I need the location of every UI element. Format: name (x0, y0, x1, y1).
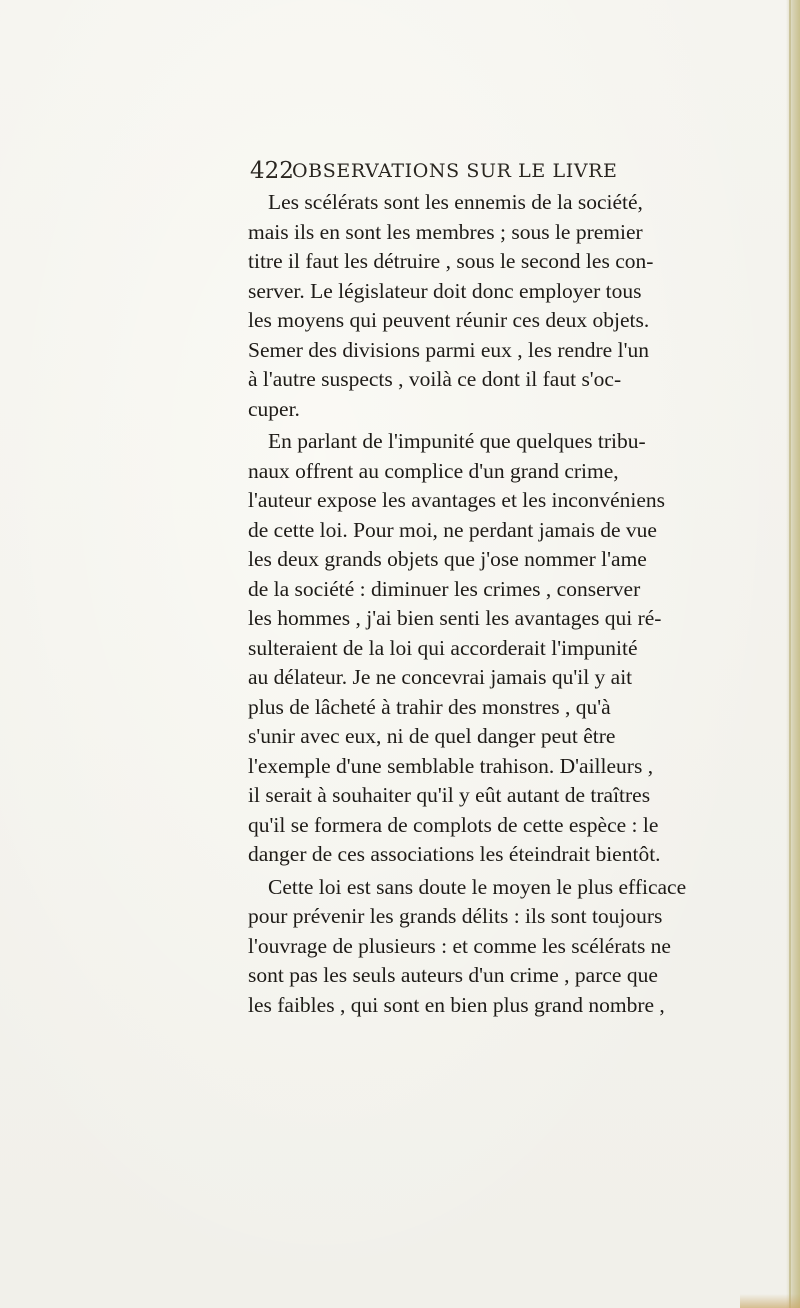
text-line: s'unir avec eux, ni de quel danger peut être (248, 724, 616, 748)
text-line: danger de ces associations les éteindrait bientôt. (248, 842, 661, 866)
text-line: il serait à souhaiter qu'il y eût autant de traîtres (248, 783, 651, 807)
text-line: de la société : diminuer les crimes , conserver (248, 576, 641, 601)
text-line: server. Le législateur doit donc employer tous (248, 278, 642, 303)
text-line: cuper. (248, 396, 300, 421)
text-line: Cette loi est sans doute le moyen le plus efficace (268, 874, 687, 899)
text-line: les hommes , j'ai bien senti les avantages qui ré- (248, 606, 662, 630)
text-line: les moyens qui peuvent réunir ces deux objets. (248, 308, 650, 332)
running-title: OBSERVATIONS SUR LE LIVRE (292, 160, 618, 182)
text-line: naux offrent au complice d'un grand crime, (248, 458, 619, 483)
text-line: à l'autre suspects , voilà ce dont il faut s'oc- (248, 367, 622, 391)
text-line: titre il faut les détruire , sous le second les con- (248, 249, 654, 273)
text-line: Les scélérats sont les ennemis de la société, (268, 190, 643, 214)
page-edge-line (789, 0, 791, 1308)
text-line: les deux grands objets que j'ose nommer l'ame (248, 547, 647, 571)
text-line: sulteraient de la loi qui accorderait l'impunité (248, 635, 638, 660)
body-text (248, 188, 748, 1020)
page-header (250, 158, 720, 188)
text-line: les faibles , qui sont en bien plus grand nombre , (248, 992, 665, 1017)
text-line: plus de lâcheté à trahir des monstres , qu'à (248, 694, 611, 719)
text-line: l'auteur expose les avantages et les inconvéniens (248, 488, 666, 512)
text-line: l'exemple d'une semblable trahison. D'ailleurs , (248, 753, 654, 778)
text-line: mais ils en sont les membres ; sous le premier (248, 219, 643, 244)
text-line: l'ouvrage de plusieurs : et comme les scélérats ne (248, 933, 671, 958)
text-line: qu'il se formera de complots de cette espèce : le (248, 812, 659, 837)
page-corner-stain (740, 1294, 800, 1308)
page-number: 422 (250, 158, 294, 184)
text-line: En parlant de l'impunité que quelques tribu- (268, 429, 646, 453)
text-line: Semer des divisions parmi eux , les rendre l'un (248, 337, 649, 362)
text-line: pour prévenir les grands délits : ils sont toujours (248, 904, 663, 928)
text-line: de cette loi. Pour moi, ne perdant jamais de vue (248, 517, 657, 542)
text-line: au délateur. Je ne concevrai jamais qu'il y ait (248, 665, 633, 689)
text-line: sont pas les seuls auteurs d'un crime , parce que (248, 963, 658, 987)
